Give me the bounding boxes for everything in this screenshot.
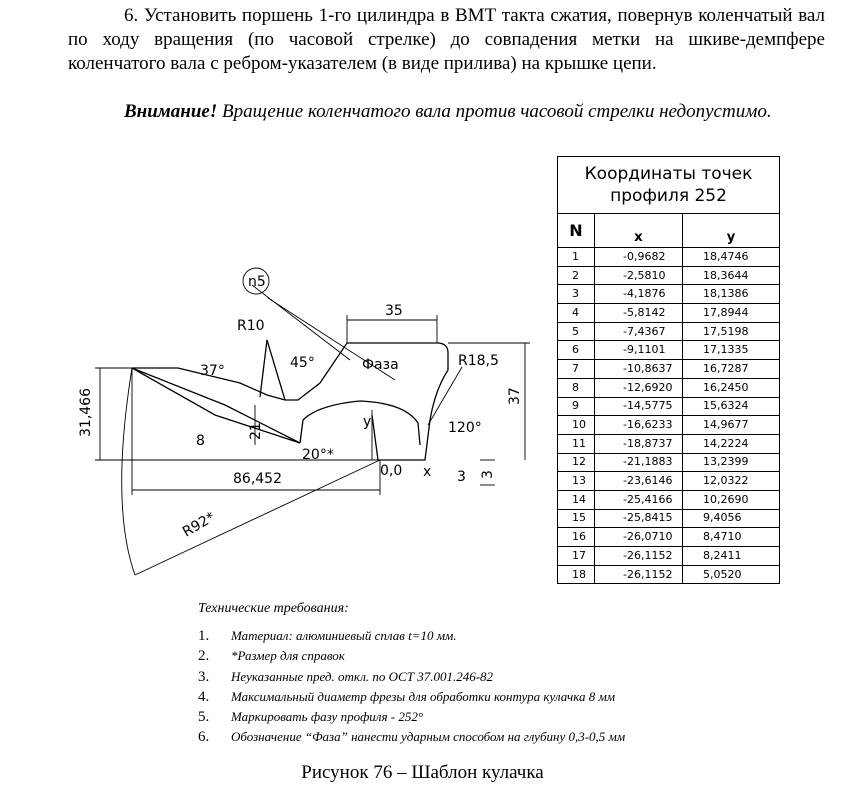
header-n: N (558, 214, 595, 248)
label-3v: 3 (480, 470, 496, 479)
cell-n: 3 (558, 285, 595, 304)
cell-y: 18,4746 (683, 248, 780, 267)
requirement-item (198, 669, 625, 689)
table-row (558, 509, 780, 528)
cell-x: -7,4367 (595, 322, 683, 341)
warning-paragraph (68, 100, 825, 124)
cell-y: 18,1386 (683, 285, 780, 304)
cell-n: 13 (558, 472, 595, 491)
table-row (558, 453, 780, 472)
cell-y: 10,2690 (683, 490, 780, 509)
table-row (558, 472, 780, 491)
table-row (558, 322, 780, 341)
label-r92: R92* (180, 509, 218, 541)
table-row (558, 565, 780, 584)
table-row (558, 547, 780, 566)
header-y: y (683, 214, 780, 248)
requirement-item (198, 709, 625, 729)
cell-y: 15,6324 (683, 397, 780, 416)
requirement-item (198, 689, 625, 709)
label-45: 45° (290, 355, 315, 371)
cell-n: 12 (558, 453, 595, 472)
cell-x: -2,5810 (595, 266, 683, 285)
cell-n: 6 (558, 341, 595, 360)
requirement-text: Материал: алюминиевый сплав t=10 мм. (231, 628, 457, 643)
coordinates-table (557, 156, 780, 584)
cell-x: -25,8415 (595, 509, 683, 528)
requirement-text: Максимальный диаметр фрезы для обработки контура кулачка 8 мм (231, 688, 616, 704)
cell-x: -18,8737 (595, 434, 683, 453)
cell-n: 16 (558, 528, 595, 547)
requirement-number: 3. (198, 668, 210, 685)
requirement-text: Неуказанные пред. откл. по ОСТ 37.001.246-82 (231, 668, 494, 684)
cell-y: 16,7287 (683, 360, 780, 379)
cell-y: 14,9677 (683, 416, 780, 435)
label-37deg: 37° (200, 363, 225, 379)
table-row (558, 266, 780, 285)
cell-x: -4,1876 (595, 285, 683, 304)
warning-label: Внимание! (124, 101, 218, 122)
cell-x: -21,1883 (595, 453, 683, 472)
label-8: 8 (196, 433, 205, 449)
cell-y: 14,2224 (683, 434, 780, 453)
cell-x: -0,9682 (595, 248, 683, 267)
cell-n: 15 (558, 509, 595, 528)
label-x: x (423, 464, 432, 480)
cell-y: 17,1335 (683, 341, 780, 360)
requirements-title: Технические требования: (198, 601, 349, 616)
cell-x: -26,1152 (595, 565, 683, 584)
cell-x: -9,1101 (595, 341, 683, 360)
cell-n: 4 (558, 304, 595, 323)
radius-arc (122, 368, 135, 575)
cell-x: -25,4166 (595, 490, 683, 509)
cell-n: 8 (558, 378, 595, 397)
cell-x: -23,6146 (595, 472, 683, 491)
cell-y: 12,0322 (683, 472, 780, 491)
requirement-text: *Размер для справок (231, 648, 345, 664)
table-title: Координаты точек профиля 252 (558, 157, 780, 214)
cell-y: 8,4710 (683, 528, 780, 547)
cell-y: 9,4056 (683, 509, 780, 528)
cell-n: 18 (558, 565, 595, 584)
cell-n: 11 (558, 434, 595, 453)
table-row (558, 304, 780, 323)
label-37: 37 (507, 387, 523, 405)
requirement-item (198, 648, 625, 668)
cell-n: 17 (558, 547, 595, 566)
table-row (558, 490, 780, 509)
cam-profile (300, 401, 420, 445)
requirement-text: Обозначение “Фаза” нанести ударным способом на глубину 0,3-0,5 мм (231, 729, 626, 745)
requirement-item (198, 628, 625, 648)
cell-n: 14 (558, 490, 595, 509)
table-row (558, 285, 780, 304)
requirement-item (198, 729, 625, 749)
requirement-number: 6. (198, 729, 210, 746)
cell-x: -10,8637 (595, 360, 683, 379)
label-20deg: 20°* (302, 447, 334, 463)
requirement-number: 5. (198, 709, 210, 726)
table-row (558, 434, 780, 453)
cell-y: 8,2411 (683, 547, 780, 566)
header-x: x (595, 214, 683, 248)
cell-y: 17,8944 (683, 304, 780, 323)
table-row (558, 416, 780, 435)
cell-x: -5,8142 (595, 304, 683, 323)
cell-n: 9 (558, 397, 595, 416)
cell-n: 5 (558, 322, 595, 341)
warning-text: Вращение коленчатого вала против часовой стрелки недопустимо. (222, 101, 772, 122)
requirement-text: Маркировать фазу профиля - 252° (231, 709, 424, 725)
requirement-number: 4. (198, 688, 210, 705)
cam-template-drawing (60, 255, 540, 595)
label-surface: n5 (248, 274, 266, 290)
cell-n: 2 (558, 266, 595, 285)
table-row (558, 397, 780, 416)
cell-x: -12,6920 (595, 378, 683, 397)
label-86452: 86,452 (233, 471, 282, 487)
label-origin: 0,0 (380, 463, 403, 479)
cell-n: 10 (558, 416, 595, 435)
label-r10: R10 (237, 318, 265, 334)
requirement-number: 1. (198, 628, 210, 644)
table-row (558, 341, 780, 360)
table-row (558, 248, 780, 267)
cell-y: 5,0520 (683, 565, 780, 584)
label-y: y (363, 414, 372, 430)
requirements-list (198, 628, 625, 750)
instruction-step-6: 6. Установить поршень 1-го цилиндра в ВМТ такта сжатия, повернув коленчатый вал по ходу вращения (по часовой стрелке) до совпадения метки на шкиве-демпфере коленчатого вала с ребром-указателем (в виде прилива) на крышке цепи. (68, 5, 825, 74)
cell-x: -16,6233 (595, 416, 683, 435)
slot-lower (132, 368, 300, 443)
cell-x: -14,5775 (595, 397, 683, 416)
label-21: 21 (248, 422, 264, 440)
cell-n: 7 (558, 360, 595, 379)
notch (260, 340, 285, 400)
cell-y: 17,5198 (683, 322, 780, 341)
table-row (558, 378, 780, 397)
table-row (558, 528, 780, 547)
label-phase: Фаза (362, 357, 399, 373)
cell-n: 1 (558, 248, 595, 267)
label-3h: 3 (457, 469, 466, 485)
label-31466: 31,466 (78, 388, 94, 437)
table-row (558, 360, 780, 379)
figure-caption: Рисунок 76 – Шаблон кулачка (301, 762, 544, 783)
label-r185: R18,5 (458, 353, 499, 369)
cell-y: 18,3644 (683, 266, 780, 285)
cell-y: 16,2450 (683, 378, 780, 397)
label-120: 120° (448, 420, 482, 436)
requirement-number: 2. (198, 648, 210, 665)
slot-upper (132, 368, 300, 443)
cell-x: -26,1152 (595, 547, 683, 566)
cell-x: -26,0710 (595, 528, 683, 547)
label-35: 35 (385, 303, 403, 319)
cell-y: 13,2399 (683, 453, 780, 472)
